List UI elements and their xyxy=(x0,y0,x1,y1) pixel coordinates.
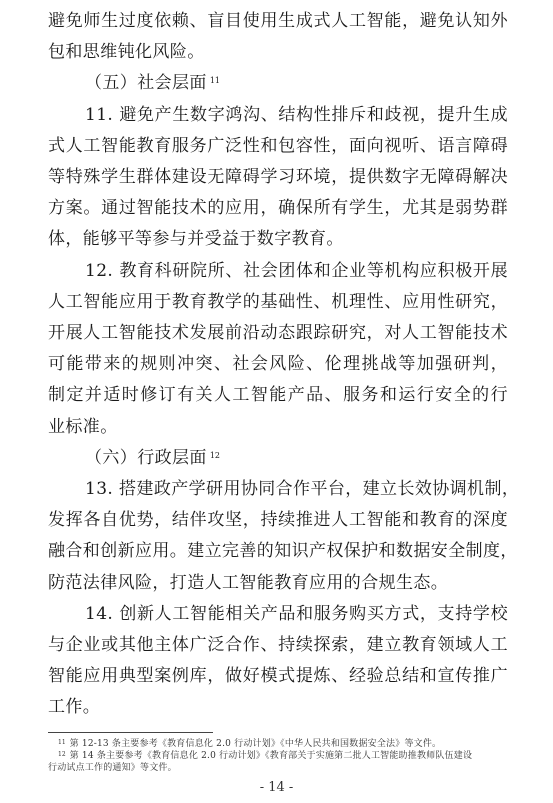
paragraph-line: 等特殊学生群体建设无障碍学习环境，提供数字无障碍解决 xyxy=(48,167,508,187)
page-number: - 14 - xyxy=(259,780,294,795)
footnote-mark: 11 xyxy=(58,739,66,746)
paragraph-line: 智能应用典型案例库，做好模式提炼、经验总结和宣传推广 xyxy=(48,666,508,687)
footnote-12-continued: 行动试点工作的通知》等文件。 xyxy=(48,763,177,773)
paragraph-line: 13. 搭建政产学研用协同合作平台，建立长效协调机制， xyxy=(85,479,520,499)
footnote-text: 第 12-13 条主要参考《教育信息化 2.0 行动计划》《中华人民共和国数据安全法》等文件。 xyxy=(69,739,442,749)
paragraph-line: 开展人工智能技术发展前沿动态跟踪研究，对人工智能技术 xyxy=(48,323,508,343)
footnote-12 xyxy=(58,750,472,762)
section-heading-text: （六）行政层面 xyxy=(85,447,207,468)
section-heading-social xyxy=(85,72,545,94)
paragraph-line: 避免师生过度依赖、盲目使用生成式人工智能，避免认知外 xyxy=(48,11,508,31)
paragraph-line: 方案。通过智能技术的应用，确保所有学生，尤其是弱势群 xyxy=(48,198,508,219)
footnote-divider xyxy=(48,732,213,733)
paragraph-line: 可能带来的规则冲突、社会风险、伦理挑战等加强研判， xyxy=(48,354,508,375)
footnote-11 xyxy=(58,738,441,750)
paragraph-line: 14. 创新人工智能相关产品和服务购买方式，支持学校 xyxy=(85,603,508,624)
paragraph-line: 制定并适时修订有关人工智能产品、服务和运行安全的行 xyxy=(48,385,508,406)
paragraph-line: 工作。 xyxy=(48,697,101,718)
paragraph-line: 12. 教育科研院所、社会团体和企业等机构应积极开展 xyxy=(85,260,508,281)
paragraph-line: 防范法律风险，打造人工智能教育应用的合规生态。 xyxy=(48,572,449,593)
footnote-text: 第 14 条主要参考《教育信息化 2.0 行动计划》《教育部关于实施第二批人工智能助推教师队伍建设 xyxy=(69,751,473,761)
paragraph-line: 发挥各自优势，结伴攻坚，持续推进人工智能和教育的深度 xyxy=(48,510,508,531)
paragraph-line: 体，能够平等参与并受益于数字教育。 xyxy=(48,229,344,250)
section-heading-text: （五）社会层面 xyxy=(85,73,207,94)
paragraph-line: 与企业或其他主体广泛合作、持续探索，建立教育领域人工 xyxy=(48,635,508,655)
footnote-ref: 12 xyxy=(209,450,220,460)
paragraph-line: 11. 避免产生数字鸿沟、结构性排斥和歧视，提升生成 xyxy=(85,104,508,125)
paragraph-line: 式人工智能教育服务广泛性和包容性，面向视听、语言障碍 xyxy=(48,135,508,156)
paragraph-line: 业标准。 xyxy=(48,416,118,437)
footnote-mark: 12 xyxy=(58,751,66,758)
paragraph-line: 融合和创新应用。建立完善的知识产权保护和数据安全制度， xyxy=(48,541,518,562)
paragraph-line: 人工智能应用于教育教学的基础性、机理性、应用性研究， xyxy=(48,291,508,312)
footnote-ref: 11 xyxy=(209,76,220,86)
paragraph-line: 包和思维钝化风险。 xyxy=(48,42,205,63)
section-heading-admin xyxy=(85,447,545,469)
